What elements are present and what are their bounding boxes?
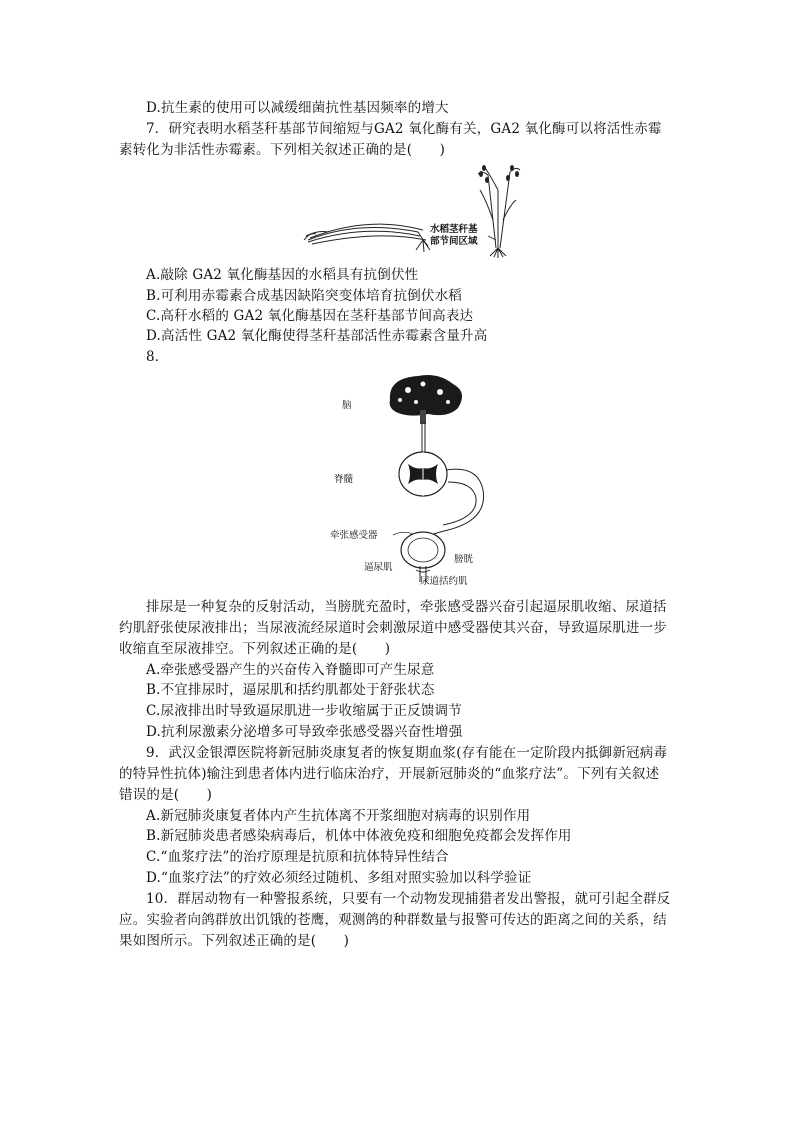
detrusor-label: 逼尿肌 [364, 562, 393, 573]
question-8-number: 8． [146, 349, 169, 365]
question-8-stem-3: 收缩直至尿液排空。下列叙述正确的是( ) [119, 641, 391, 657]
option-a-q9: A.新冠肺炎康复者体内产生抗体离不开浆细胞对病毒的识别作用 [146, 808, 531, 824]
upright-rice-plant [478, 166, 520, 258]
stem-region-label-2: 部节间区域 [430, 236, 478, 247]
question-8-stem-2: 约肌舒张使尿液排出；当尿液流经尿道时会刺激尿道中感受器使其兴奋，导致逼尿肌进一步 [119, 620, 667, 636]
brain-drawing [390, 375, 462, 424]
option-b-q7: B.可利用赤霉素合成基因缺陷突变体培育抗倒伏水稻 [146, 288, 463, 304]
option-d-q6: D.抗生素的使用可以减缓细菌抗性基因频率的增大 [146, 100, 449, 116]
lodged-rice-plant [304, 224, 430, 252]
option-b-q9: B.新冠肺炎患者感染病毒后，机体中体液免疫和细胞免疫都会发挥作用 [146, 828, 572, 844]
spinal-cord-label: 脊髓 [334, 474, 354, 485]
question-10-stem-2: 应。实验者向鸽群放出饥饿的苍鹰，观测鸽的种群数量与报警可传达的距离之间的关系，结 [119, 912, 667, 928]
question-7-stem-2: 素转化为非活性赤霉素。下列相关叙述正确的是( ) [119, 142, 446, 158]
question-10-stem-3: 果如图所示。下列叙述正确的是( ) [119, 933, 350, 949]
question-9-stem-3: 错误的是( ) [119, 787, 213, 803]
option-a-q7: A.敲除 GA2 氧化酶基因的水稻具有抗倒伏性 [146, 267, 419, 283]
bladder-drawing [393, 532, 445, 582]
option-d-q9: D.“血浆疗法”的疗效必须经过随机、多组对照实验加以科学验证 [146, 870, 532, 886]
micturition-reflex-figure [328, 370, 498, 590]
sphincter-label: 尿道括约肌 [420, 576, 468, 587]
brain-label: 脑 [342, 400, 352, 411]
option-d-q8: D.抗利尿激素分泌增多可导致牵张感受器兴奋性增强 [146, 724, 463, 740]
stem-region-label-1: 水稻茎秆基 [430, 224, 478, 235]
rice-stem-figure [298, 160, 528, 260]
option-c-q7: C.高秆水稻的 GA2 氧化酶基因在茎秆基部节间高表达 [146, 308, 474, 324]
stretch-receptor-label: 牵张感受器 [330, 530, 378, 541]
option-b-q8: B.不宜排尿时，逼尿肌和括约肌都处于舒张状态 [146, 682, 435, 698]
option-d-q7: D.高活性 GA2 氧化酶使得茎秆基部活性赤霉素含量升高 [146, 328, 488, 344]
option-c-q9: C.“血浆疗法”的治疗原理是抗原和抗体特异性结合 [146, 849, 449, 865]
option-c-q8: C.尿液排出时导致逼尿肌进一步收缩属于正反馈调节 [146, 703, 462, 719]
bladder-label: 膀胱 [454, 554, 474, 565]
question-9-stem-2: 的特异性抗体)输注到患者体内进行临床治疗，开展新冠肺炎的“血浆疗法”。下列有关叙述 [119, 766, 660, 782]
rice-grains [479, 165, 519, 183]
question-9-stem-1: 9．武汉金银潭医院将新冠肺炎康复者的恢复期血浆(存有能在一定阶段内抵御新冠病毒 [146, 745, 668, 761]
question-7-stem-1: 7．研究表明水稻茎秆基部节间缩短与GA2 氧化酶有关，GA2 氧化酶可以将活性赤霉 [146, 121, 662, 137]
question-8-stem-1: 排尿是一种复杂的反射活动，当膀胱充盈时，牵张感受器兴奋引起逼尿肌收缩、尿道括 [146, 599, 667, 615]
spinal-cord-drawing [399, 452, 447, 496]
question-10-stem-1: 10．群居动物有一种警报系统，只要有一个动物发现捕猎者发出警报，就可引起全群反 [146, 891, 671, 907]
option-a-q8: A.牵张感受器产生的兴奋传入脊髓即可产生尿意 [146, 662, 435, 678]
